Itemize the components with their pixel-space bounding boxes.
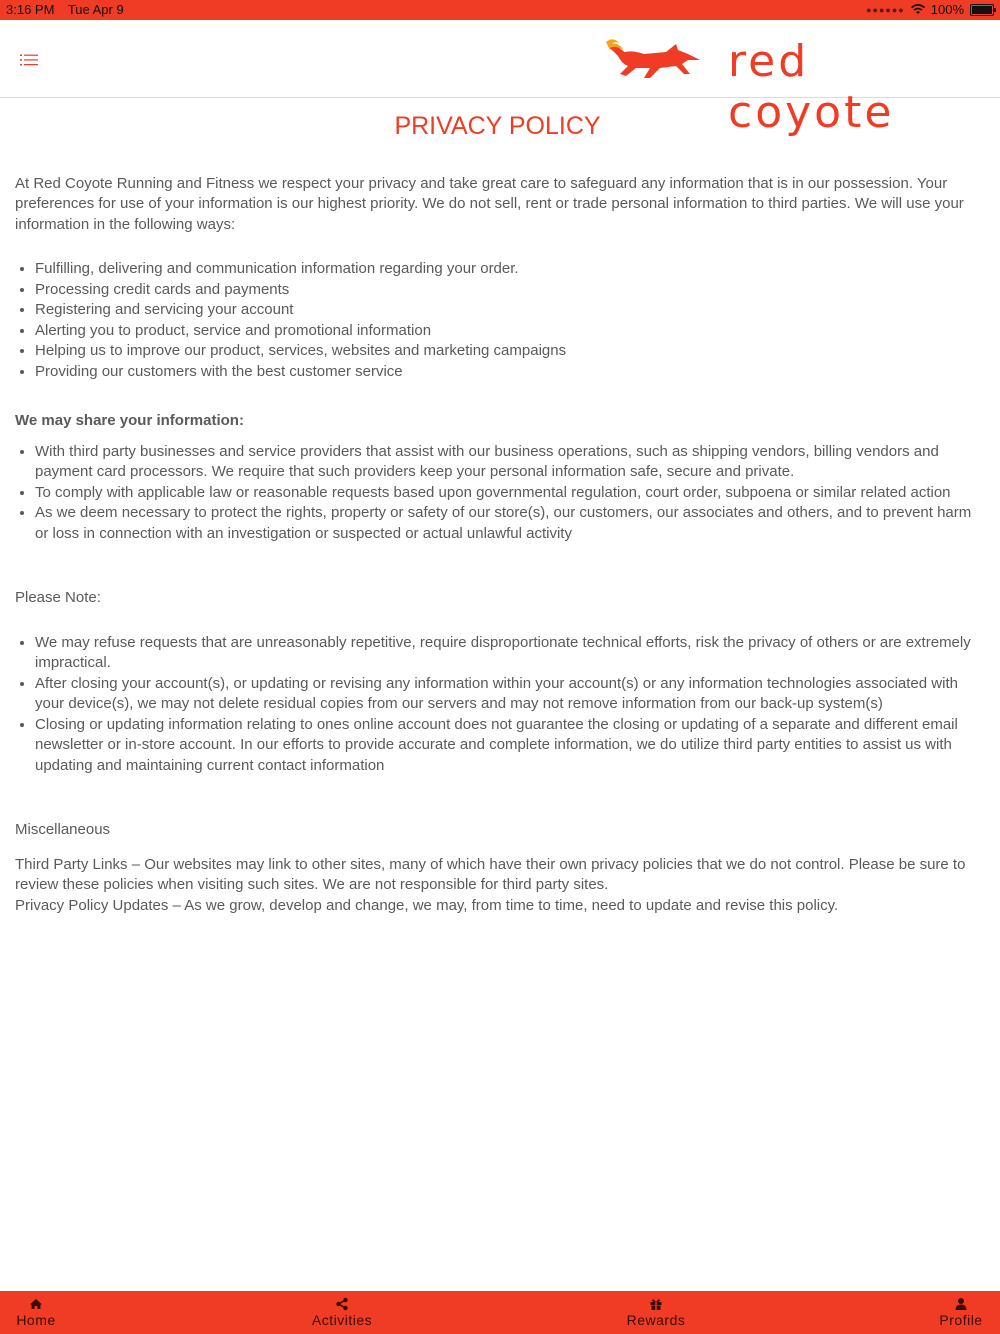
battery-icon [970, 4, 994, 16]
list-item: • To comply with applicable law or reasonable requests based upon governmental regulation, court order, subpoena or similar related action [35, 483, 980, 504]
tab-label: Rewards [626, 1312, 686, 1328]
menu-button[interactable] [20, 54, 38, 66]
status-left [6, 2, 134, 17]
policy-updates-paragraph: Privacy Policy Updates – As we grow, develop and change, we may, from time to time, need to update and revise this policy. [15, 896, 839, 914]
intro-paragraph: At Red Coyote Running and Fitness we respect your privacy and take great care to safeguard any information that is in our possession. Your preferences for use of your information is our highest priority. We do not sell, rent or trade personal information to third parties. We will use your information in the following ways: [15, 174, 964, 233]
list-item: • With third party businesses and service providers that assist with our business operations, such as shipping vendors, billing vendors and payment card processors. We require that such providers keep your personal information safe, secure and private. [35, 442, 980, 483]
coyote-logo-icon [604, 34, 708, 84]
home-icon [29, 1297, 43, 1311]
misc-heading: Miscellaneous [15, 821, 111, 838]
list-item: • As we deem necessary to protect the rights, property or safety of our store(s), our customers, our associates and others, and to prevent harm or loss in connection with an investigation or suspected or actual unlawful activity [35, 503, 980, 544]
tab-activities[interactable] [306, 1291, 378, 1334]
list-item: • Registering and servicing your account [35, 300, 980, 321]
status-date: Tue Apr 9 [67, 2, 124, 17]
note-list [15, 633, 980, 777]
list-item: • Alerting you to product, service and promotional information [35, 321, 980, 342]
share-heading: We may share your information: [15, 412, 244, 429]
battery-percent: 100% [930, 2, 964, 17]
brand-wordmark: red coyote [728, 36, 895, 138]
list-item: • Closing or updating information relating to ones online account does not guarantee the closing or updating of a separate and different email newsletter or in-store account. In our efforts to provide accurate and complete information, we do utilize third party entities to assist us with updating and maintaining current contact information [35, 715, 980, 777]
uses-list [15, 259, 980, 382]
third-party-links-paragraph: Third Party Links – Our websites may link to other sites, many of which have their own privacy policies that we do not control. Please be sure to review these policies when visiting such sites. We are not responsible for third party sites. [15, 855, 966, 893]
list-menu-icon [20, 54, 38, 66]
brand-logo[interactable] [604, 34, 974, 138]
list-item: • Processing credit cards and payments [35, 280, 980, 301]
list-item: • Fulfilling, delivering and communication information regarding your order. [35, 259, 980, 280]
status-bar [0, 0, 1000, 20]
note-heading: Please Note: [15, 589, 101, 606]
signal-dots-icon: ●●●●●● [866, 4, 905, 15]
gift-icon [649, 1297, 663, 1311]
tab-profile[interactable] [936, 1291, 986, 1334]
page-title: PRIVACY POLICY [394, 112, 601, 140]
tab-rewards[interactable] [624, 1291, 688, 1334]
list-item: • Providing our customers with the best customer service [35, 362, 980, 383]
status-right [866, 2, 994, 17]
privacy-content [15, 110, 980, 916]
tab-bar [0, 1291, 1000, 1334]
list-item: • Helping us to improve our product, services, websites and marketing campaigns [35, 341, 980, 362]
list-item: • We may refuse requests that are unreasonably repetitive, require disproportionate technical efforts, risk the privacy of others or are extremely impractical. [35, 633, 980, 674]
tab-home[interactable] [16, 1291, 56, 1334]
list-item: • After closing your account(s), or updating or revising any information within your account(s) or any information technologies associated with your device(s), we may not delete residual copies from our servers and may not remove information from our back-up system(s) [35, 674, 980, 715]
tab-label: Activities [311, 1312, 373, 1328]
user-icon [954, 1297, 968, 1311]
share-icon [335, 1297, 349, 1311]
status-time: 3:16 PM [6, 2, 55, 17]
tab-label: Home [16, 1312, 56, 1328]
wifi-icon [911, 4, 925, 15]
tab-label: Profile [939, 1312, 983, 1328]
share-list [15, 442, 980, 545]
